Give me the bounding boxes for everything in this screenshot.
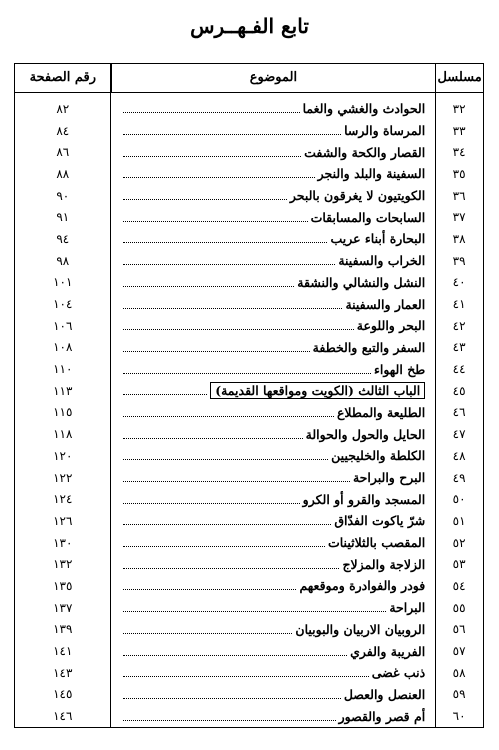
leader-dots <box>123 278 295 287</box>
row-subject <box>111 427 436 442</box>
row-subject <box>111 166 436 181</box>
table-row <box>15 640 483 662</box>
row-subject-text: البحارة أبناء عريب <box>330 231 426 247</box>
row-subject-text: المسجد والقرو أو الكرو <box>302 491 426 507</box>
row-subject-text: القصار والكحة والشفت <box>304 144 426 160</box>
row-page: ١١٨ <box>53 427 73 442</box>
header-subject: الموضوع <box>111 64 436 92</box>
row-page: ٩٨ <box>56 253 70 268</box>
leader-dots <box>123 321 354 330</box>
row-page: ١١٠ <box>53 362 73 377</box>
row-serial: ٥٣ <box>452 557 466 572</box>
row-subject <box>111 318 436 333</box>
row-subject-text: المقصب بالثلاثينات <box>327 535 426 551</box>
row-serial: ٥٠ <box>452 492 466 507</box>
row-subject-text: فودر والفوادرة وموقعهم <box>299 578 426 594</box>
row-subject-text: الكويتيون لا يغرقون بالبحر <box>289 188 426 204</box>
row-serial: ٤٢ <box>452 318 466 333</box>
row-serial: ٣٦ <box>452 188 466 203</box>
row-serial: ٣٨ <box>452 231 466 246</box>
page-title: تابع الفـهــرس <box>190 14 309 38</box>
row-page: ١٣٧ <box>53 600 73 615</box>
table-header <box>15 64 483 93</box>
row-page: ٨٤ <box>56 123 70 138</box>
leader-dots <box>123 300 343 309</box>
row-subject <box>111 470 436 485</box>
row-subject <box>111 644 436 659</box>
table-row <box>15 206 483 228</box>
row-subject-text: السفينة والبلد والنجر <box>317 166 426 182</box>
leader-dots <box>123 560 340 569</box>
row-subject-text: طخ الهواء <box>373 361 426 377</box>
row-subject <box>111 210 436 225</box>
row-page: ٩٠ <box>56 188 70 203</box>
row-subject-text: الروبيان الاربيان والبوبيان <box>295 621 426 637</box>
leader-dots <box>123 690 341 699</box>
leader-dots <box>123 473 350 482</box>
row-serial: ٤٦ <box>452 405 466 420</box>
row-subject-text: الخراب والسفينة <box>338 253 426 269</box>
leader-dots <box>123 451 329 460</box>
row-page: ١٢٢ <box>53 470 73 485</box>
leader-dots <box>123 126 342 135</box>
leader-dots <box>123 213 308 222</box>
table-row <box>15 445 483 467</box>
leader-dots <box>123 191 287 200</box>
table-body <box>15 98 483 727</box>
leader-dots <box>123 148 302 157</box>
row-page: ١٢٤ <box>53 492 73 507</box>
leader-dots <box>123 516 332 525</box>
row-subject-text: الحوادث والغشي والغما <box>302 101 426 117</box>
table-row <box>15 380 483 402</box>
row-serial: ٥٩ <box>452 687 466 702</box>
leader-dots <box>123 581 297 590</box>
row-page: ١٤٦ <box>53 709 73 724</box>
leader-dots <box>123 430 303 439</box>
table-row <box>15 575 483 597</box>
leader-dots <box>123 538 325 547</box>
row-subject <box>111 600 436 615</box>
row-subject-text: البرح والبراحة <box>352 470 426 486</box>
table-row <box>15 228 483 250</box>
table-row <box>15 272 483 294</box>
row-subject <box>111 123 436 138</box>
row-subject <box>111 231 436 246</box>
table-row <box>15 402 483 424</box>
row-page: ١٠٦ <box>53 318 73 333</box>
row-subject-text: النشل والنشالي والنشقة <box>297 274 426 290</box>
leader-dots <box>123 386 208 395</box>
row-serial: ٣٩ <box>452 253 466 268</box>
leader-dots <box>123 365 371 374</box>
row-subject-text: الحايل والحول والحوالة <box>305 426 426 442</box>
table-row <box>15 532 483 554</box>
row-page: ١٤٥ <box>53 687 73 702</box>
row-subject <box>111 665 436 680</box>
table-row <box>15 488 483 510</box>
row-serial: ٣٧ <box>452 210 466 225</box>
row-subject-text: السابحات والمسابقات <box>310 209 426 225</box>
table-row <box>15 98 483 120</box>
table-row <box>15 337 483 359</box>
row-serial: ٣٥ <box>452 166 466 181</box>
row-page: ٨٦ <box>56 145 70 160</box>
row-serial: ٤٠ <box>452 275 466 290</box>
row-serial: ٥٥ <box>452 600 466 615</box>
row-subject <box>111 687 436 702</box>
row-subject-text: البراحة <box>389 600 426 616</box>
row-subject-text: ذنب غضى <box>371 665 426 681</box>
leader-dots <box>123 603 387 612</box>
row-subject-text: الكلطة والخليجيين <box>331 448 426 464</box>
row-subject-text: الفريبة والفري <box>350 643 426 659</box>
row-subject <box>111 253 436 268</box>
leader-dots <box>123 495 300 504</box>
row-subject-text: الزلاجة والمزلاج <box>342 556 426 572</box>
table-row <box>15 597 483 619</box>
row-page: ١٣٢ <box>53 557 73 572</box>
row-page: ١٠١ <box>53 275 73 290</box>
row-page: ١٤١ <box>53 644 73 659</box>
leader-dots <box>123 234 328 243</box>
row-serial: ٥٧ <box>452 644 466 659</box>
header-page: رقم الصفحة <box>29 70 97 85</box>
row-serial: ٦٠ <box>452 709 466 724</box>
table-row <box>15 185 483 207</box>
table-row <box>15 250 483 272</box>
table-row <box>15 358 483 380</box>
row-subject <box>111 622 436 637</box>
row-serial: ٤٨ <box>452 448 466 463</box>
row-subject <box>111 362 436 377</box>
leader-dots <box>123 668 369 677</box>
row-page: ٨٢ <box>56 101 70 116</box>
row-subject-text: العنصل والعصل <box>343 686 426 702</box>
index-table <box>14 63 484 728</box>
row-subject <box>111 535 436 550</box>
leader-dots <box>123 256 336 265</box>
row-serial: ٤٣ <box>452 340 466 355</box>
row-page: ١٤٣ <box>53 665 73 680</box>
table-row <box>15 293 483 315</box>
leader-dots <box>123 647 348 656</box>
row-subject <box>111 275 436 290</box>
row-page: ١٣٥ <box>53 578 73 593</box>
row-serial: ٣٤ <box>452 145 466 160</box>
row-serial: ٤٩ <box>452 470 466 485</box>
row-page: ١٢٦ <box>53 513 73 528</box>
row-page: ٨٨ <box>56 166 70 181</box>
row-subject-text: السفر والتبع والخطفة <box>312 339 426 355</box>
row-serial: ٣٢ <box>452 101 466 116</box>
table-row <box>15 619 483 641</box>
row-subject <box>111 557 436 572</box>
table-row <box>15 315 483 337</box>
leader-dots <box>123 712 336 721</box>
row-subject <box>111 382 436 399</box>
leader-dots <box>123 169 315 178</box>
row-subject-text: المرساة والرسا <box>344 123 426 139</box>
table-row <box>15 553 483 575</box>
row-page: ١١٥ <box>53 405 73 420</box>
row-page: ١١٣ <box>53 383 73 398</box>
table-row <box>15 423 483 445</box>
row-subject <box>111 101 436 116</box>
leader-dots <box>123 408 334 417</box>
row-serial: ٥٤ <box>452 578 466 593</box>
table-row <box>15 163 483 185</box>
table-row <box>15 510 483 532</box>
row-serial: ٥٦ <box>452 622 466 637</box>
row-page: ١٠٨ <box>53 340 73 355</box>
row-serial: ٥١ <box>452 513 466 528</box>
row-subject <box>111 405 436 420</box>
row-subject <box>111 340 436 355</box>
row-page: ١٢٠ <box>53 448 73 463</box>
table-row <box>15 705 483 727</box>
leader-dots <box>123 625 293 634</box>
row-subject <box>111 188 436 203</box>
leader-dots <box>123 104 300 113</box>
row-page: ٩١ <box>56 210 70 225</box>
row-serial: ٤٤ <box>452 362 466 377</box>
row-subject <box>111 145 436 160</box>
row-page: ١٠٤ <box>53 297 73 312</box>
table-row <box>15 662 483 684</box>
row-page: ١٣٠ <box>53 535 73 550</box>
table-row <box>15 684 483 706</box>
header-serial: مسلسل <box>435 64 483 92</box>
row-subject <box>111 297 436 312</box>
row-subject <box>111 513 436 528</box>
table-row <box>15 141 483 163</box>
row-subject-text: شرّ ياكوت الفدّاق <box>334 513 426 529</box>
row-serial: ٤١ <box>452 297 466 312</box>
row-subject <box>111 709 436 724</box>
row-page: ٩٤ <box>56 231 70 246</box>
row-subject-text: البحر واللوعة <box>356 318 426 334</box>
row-page: ١٣٩ <box>53 622 73 637</box>
row-serial: ٤٥ <box>452 383 466 398</box>
row-subject <box>111 578 436 593</box>
row-subject-text: الباب الثالث (الكويت ومواقعها القديمة) <box>210 382 425 399</box>
row-subject <box>111 448 436 463</box>
row-subject-text: العمار والسفينة <box>345 296 426 312</box>
row-serial: ٣٣ <box>452 123 466 138</box>
row-subject <box>111 492 436 507</box>
table-row <box>15 120 483 142</box>
table-row <box>15 467 483 489</box>
row-subject-text: الطليعة والمطلاع <box>336 404 426 420</box>
row-serial: ٥٢ <box>452 535 466 550</box>
row-serial: ٥٨ <box>452 665 466 680</box>
row-subject-text: أم قصر والقصور <box>338 708 426 724</box>
leader-dots <box>123 343 310 352</box>
row-serial: ٤٧ <box>452 427 466 442</box>
